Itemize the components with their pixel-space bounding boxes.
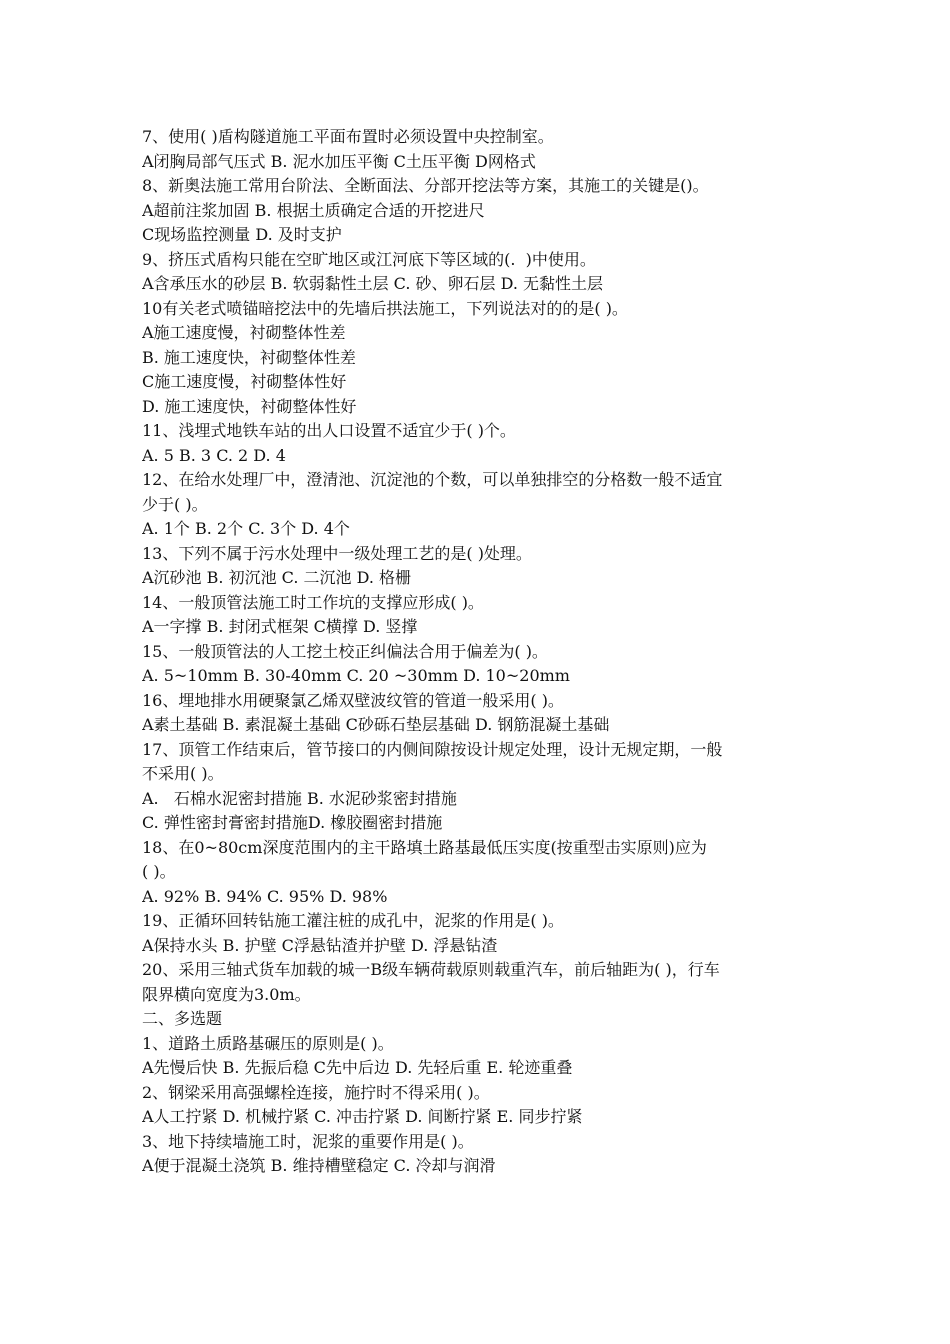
text-line: 12、在给水处理厂中，澄清池、沉淀池的个数，可以单独排空的分格数一般不适宜 <box>142 470 723 489</box>
text-line: C现场监控测量 D. 及时支护 <box>142 225 342 244</box>
text-line: 限界横向宽度为3.0m。 <box>142 984 311 1004</box>
text-line: 11、浅埋式地铁车站的出人口设置不适宜少于( )个。 <box>142 421 516 440</box>
text-line: A保持水头 B. 护壁 C浮悬钻渣并护壁 D. 浮悬钻渣 <box>142 935 498 955</box>
text-line: A沉砂池 B. 初沉池 C. 二沉池 D. 格栅 <box>142 568 412 587</box>
text-line: 17、顶管工作结束后，管节接口的内侧间隙按设计规定处理，设计无规定期，一般 <box>142 739 723 759</box>
text-line: 8、新奥法施工常用台阶法、全断面法、分部开挖法等方案，其施工的关键是()。 <box>142 176 709 195</box>
document-page <box>142 125 842 1179</box>
text-line: C施工速度慢，衬砌整体性好 <box>142 372 347 391</box>
text-line: A一字撑 B. 封闭式框架 C横撑 D. 竖撑 <box>142 617 418 636</box>
text-line: A. 5~10mm B. 30-40mm C. 20 ~30mm D. 10~20mm <box>142 666 570 685</box>
text-line: A. 石棉水泥密封措施 B. 水泥砂浆密封措施 <box>142 788 457 808</box>
text-line: 18、在0~80cm深度范围内的主干路填土路基最低压实度(按重型击实原则)应为 <box>142 837 707 857</box>
text-line: A便于混凝土浇筑 B. 维持槽壁稳定 C. 冷却与润滑 <box>142 1156 496 1175</box>
text-line: C. 弹性密封膏密封措施D. 橡胶圈密封措施 <box>142 813 443 832</box>
text-line: A. 1个 B. 2个 C. 3个 D. 4个 <box>142 519 350 538</box>
text-line: 7、使用( )盾构隧道施工平面布置时必须设置中央控制室。 <box>142 127 554 146</box>
text-line: 2、钢梁采用高强螺栓连接，施拧时不得采用( )。 <box>142 1082 490 1102</box>
text-line: 少于( )。 <box>142 494 208 514</box>
text-line: 3、地下持续墙施工时，泥浆的重要作用是( )。 <box>142 1131 474 1151</box>
text-line: A施工速度慢，衬砌整体性差 <box>142 323 346 342</box>
text-line: 16、埋地排水用硬聚氯乙烯双壁波纹管的管道一般采用( )。 <box>142 690 564 710</box>
section-heading: 二、多选题 <box>142 1009 223 1028</box>
text-line: A先慢后快 B. 先振后稳 C先中后边 D. 先轻后重 E. 轮迹重叠 <box>142 1058 573 1077</box>
text-line: 15、一般顶管法的人工挖土校正纠偏法合用于偏差为( )。 <box>142 641 548 661</box>
text-line: 1、道路土质路基碾压的原则是( )。 <box>142 1033 394 1053</box>
text-line: 14、一般顶管法施工时工作坑的支撑应形成( )。 <box>142 592 484 612</box>
text-line: A超前注浆加固 B. 根据土质确定合适的开挖进尺 <box>142 200 485 220</box>
text-line: A人工拧紧 D. 机械拧紧 C. 冲击拧紧 D. 间断拧紧 E. 同步拧紧 <box>142 1107 583 1126</box>
text-line: A. 5 B. 3 C. 2 D. 4 <box>142 445 286 465</box>
text-line: 13、下列不属于污水处理中一级处理工艺的是( )处理。 <box>142 543 532 563</box>
text-line: A含承压水的砂层 B. 软弱黏性土层 C. 砂、卵石层 D. 无黏性土层 <box>142 274 604 293</box>
text-line: D. 施工速度快，衬砌整体性好 <box>142 396 357 416</box>
text-line: 10有关老式喷锚暗挖法中的先墙后拱法施工，下列说法对的的是( )。 <box>142 298 628 318</box>
text-line: B. 施工速度快，衬砌整体性差 <box>142 347 356 367</box>
text-line: 不采用( )。 <box>142 764 224 783</box>
text-line: ( )。 <box>142 862 176 881</box>
text-line: A闭胸局部气压式 B. 泥水加压平衡 C土压平衡 D网格式 <box>142 151 536 171</box>
text-line: 19、正循环回转钻施工灌注桩的成孔中，泥浆的作用是( )。 <box>142 911 564 930</box>
text-line: 20、采用三轴式货车加载的城一B级车辆荷载原则载重汽车，前后轴距为( )，行车 <box>142 960 720 979</box>
text-line: A素土基础 B. 素混凝土基础 C砂砾石垫层基础 D. 钢筋混凝土基础 <box>142 715 610 734</box>
text-line: 9、挤压式盾构只能在空旷地区或江河底下等区域的(. )中使用。 <box>142 249 596 269</box>
text-line: A. 92% B. 94% C. 95% D. 98% <box>142 886 388 906</box>
